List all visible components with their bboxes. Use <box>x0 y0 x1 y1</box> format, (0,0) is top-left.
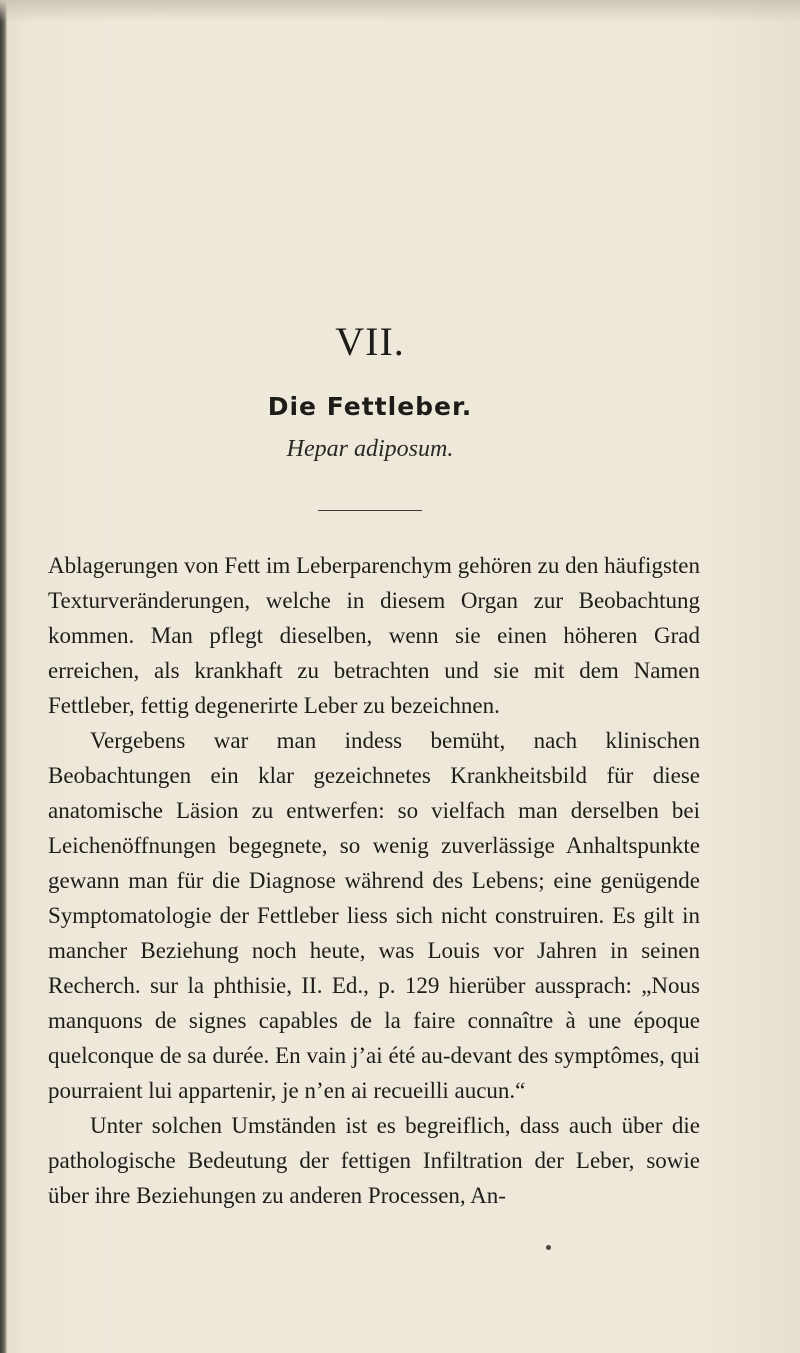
section-divider <box>318 510 422 511</box>
page-top-shade <box>0 0 800 22</box>
paragraph-3: Unter solchen Umständen ist es begreiflich, dass auch über die pathologische Bedeutung der fettigen Infiltration der Leber, sowie über ihre Beziehungen zu anderen Processen, An- <box>48 1113 700 1208</box>
chapter-title: Die Fettleber. <box>267 392 473 421</box>
binding-edge <box>0 0 7 1353</box>
paragraph-1: Ablagerungen von Fett im Leberparenchym gehören zu den häufigsten Texturveränderungen, welche in diesem Organ zur Beobachtung kommen. Man pflegt dieselben, wenn sie einen höheren Grad erreichen, als krankhaft zu betrachten und sie mit dem Namen Fettleber, fettig degenerirte Leber zu bezeichnen. <box>48 553 700 718</box>
chapter-number: VII. <box>335 319 405 364</box>
chapter-subtitle: Hepar adiposum. <box>286 436 454 462</box>
ink-speck <box>546 1245 551 1250</box>
body-text <box>48 548 700 1213</box>
paragraph-2: Vergebens war man indess bemüht, nach klinischen Beobachtungen ein klar gezeichnetes Krankheitsbild für diese anatomische Läsion zu entwerfen: so vielfach man derselben bei Leichenöffnungen begegnete, so wenig zuverlässige Anhaltspunkte gewann man für die Diagnose während des Lebens; eine genügende Symptomatologie der Fettleber liess sich nicht construiren. Es gilt in mancher Beziehung noch heute, was Louis vor Jahren in seinen Recherch. sur la phthisie, II. Ed., p. 129 hierüber aussprach: „Nous manquons de signes capables de la faire connaître à une époque quelconque de sa durée. En vain j’ai été au-devant des symptômes, qui pourraient lui appartenir, je n’en ai recueilli aucun.“ <box>48 728 700 1103</box>
